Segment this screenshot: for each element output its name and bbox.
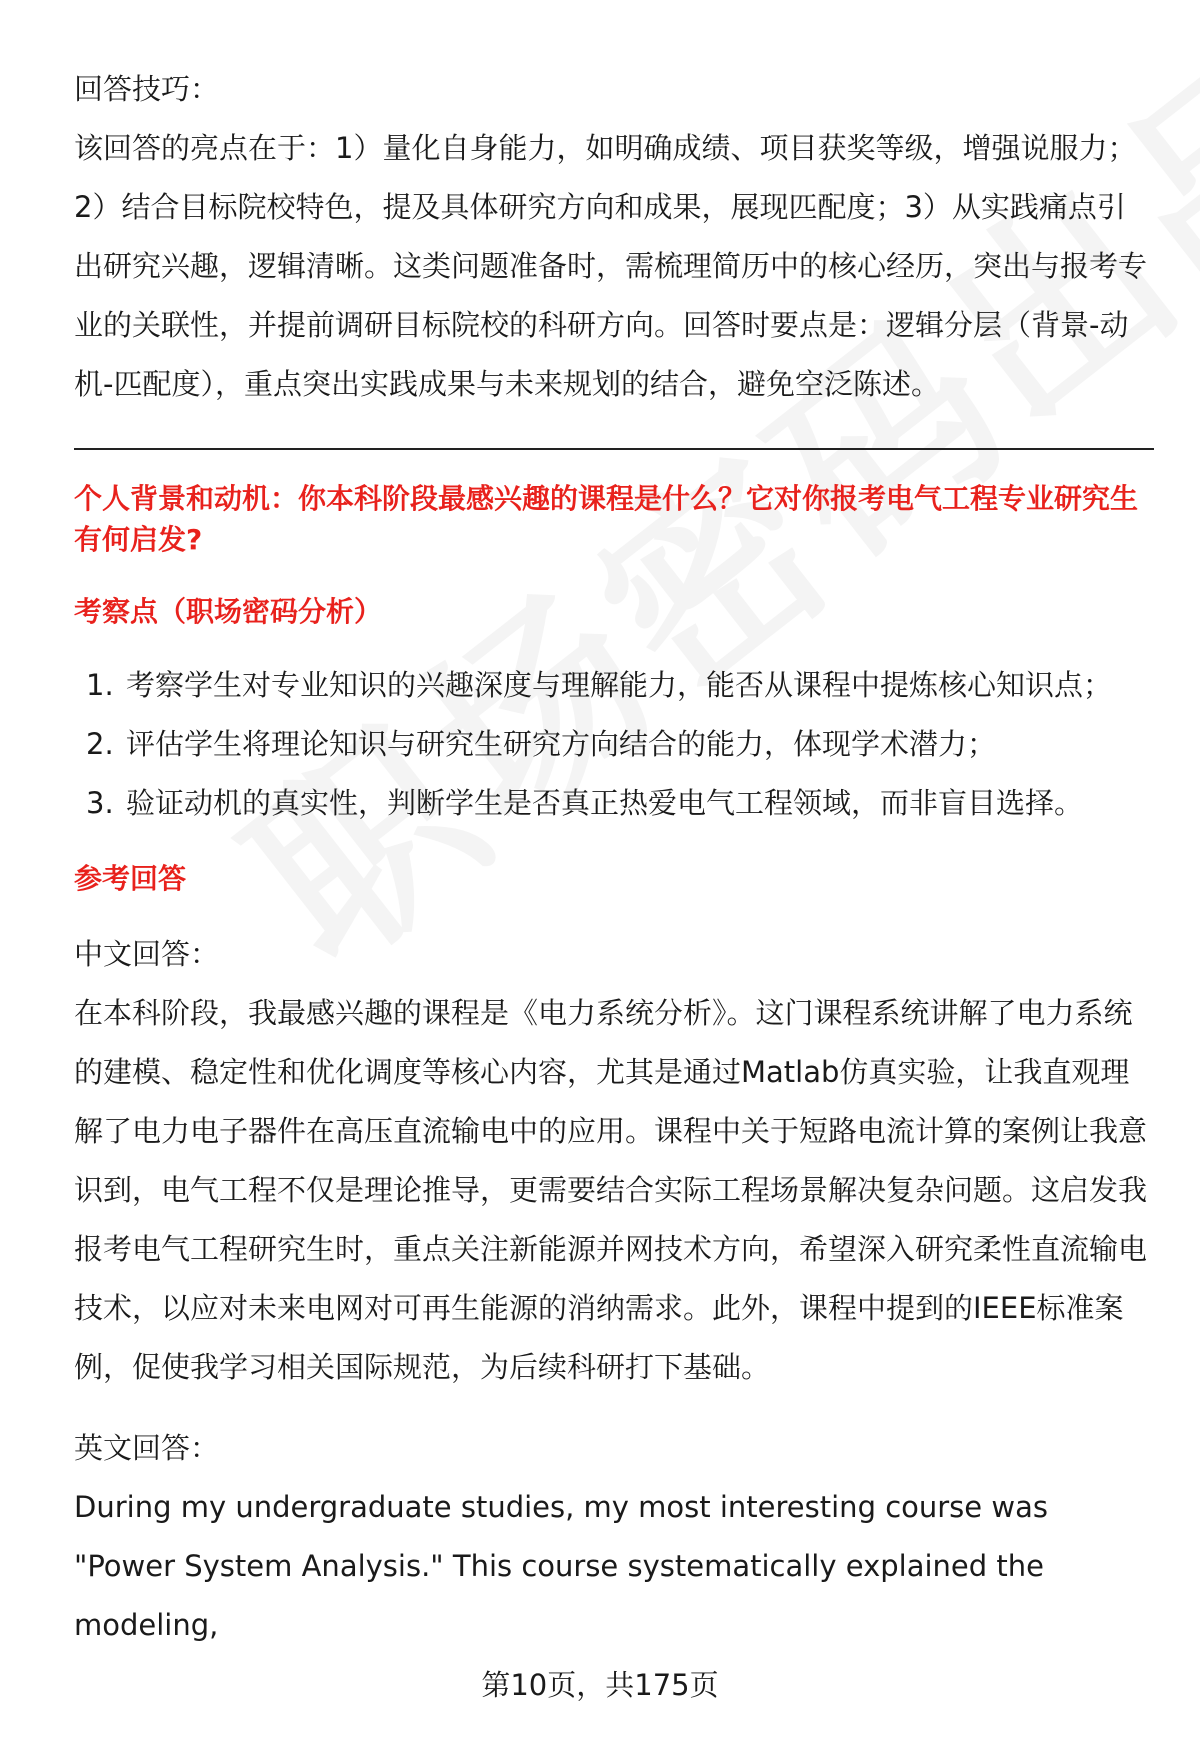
list-item-text: 验证动机的真实性，判断学生是否真正热爱电气工程领域，而非盲目选择。 <box>126 786 1084 820</box>
list-item <box>74 715 1154 774</box>
page-content <box>74 60 1154 1655</box>
english-answer-text: During my undergraduate studies, my most interesting course was "Power System Analysis." This course systematically explained the modeling, <box>74 1490 1048 1642</box>
list-item-text: 评估学生将理论知识与研究生研究方向结合的能力，体现学术潜力； <box>126 727 997 761</box>
reference-heading: 参考回答 <box>74 862 187 895</box>
list-item <box>74 774 1154 833</box>
chinese-answer-text: 在本科阶段，我最感兴趣的课程是《电力系统分析》。这门课程系统讲解了电力系统的建模、稳定性和优化调度等核心内容，尤其是通过Matlab仿真实验，让我直观理解了电力电子器件在高压直流输电中的应用。课程中关于短路电流计算的案例让我意识到，电气工程不仅是理论推导，更需要结合实际工程场景解决复杂问题。这启发我报考电气工程研究生时，重点关注新能源并网技术方向，希望深入研究柔性直流输电技术，以应对未来电网对可再生能源的消纳需求。此外，课程中提到的IEEE标准案例，促使我学习相关国际规范，为后续科研打下基础。 <box>74 996 1148 1384</box>
list-item-number: 3. <box>86 786 114 820</box>
list-item-number: 2. <box>86 727 114 761</box>
examine-list <box>74 656 1154 833</box>
examine-heading: 考察点（职场密码分析） <box>74 595 383 628</box>
list-item-text: 考察学生对专业知识的兴趣深度与理解能力，能否从课程中提炼核心知识点； <box>126 668 1113 702</box>
chinese-answer-label: 中文回答： <box>74 937 220 971</box>
tips-label: 回答技巧： <box>74 72 220 106</box>
english-answer-label: 英文回答： <box>74 1431 220 1465</box>
list-item <box>74 656 1154 715</box>
section-divider <box>74 448 1154 450</box>
question-heading: 个人背景和动机：你本科阶段最感兴趣的课程是什么？它对你报考电气工程专业研究生有何启发? <box>74 482 1139 556</box>
page-number-footer: 第10页，共175页 <box>481 1668 719 1702</box>
tips-text: 该回答的亮点在于：1）量化自身能力，如明确成绩、项目获奖等级，增强说服力；2）结合目标院校特色，提及具体研究方向和成果，展现匹配度；3）从实践痛点引出研究兴趣，逻辑清晰。这类问题准备时，需梳理简历中的核心经历，突出与报考专业的关联性，并提前调研目标院校的科研方向。回答时要点是：逻辑分层（背景-动机-匹配度），重点突出实践成果与未来规划的结合，避免空泛陈述。 <box>74 131 1148 401</box>
list-item-number: 1. <box>86 668 114 702</box>
